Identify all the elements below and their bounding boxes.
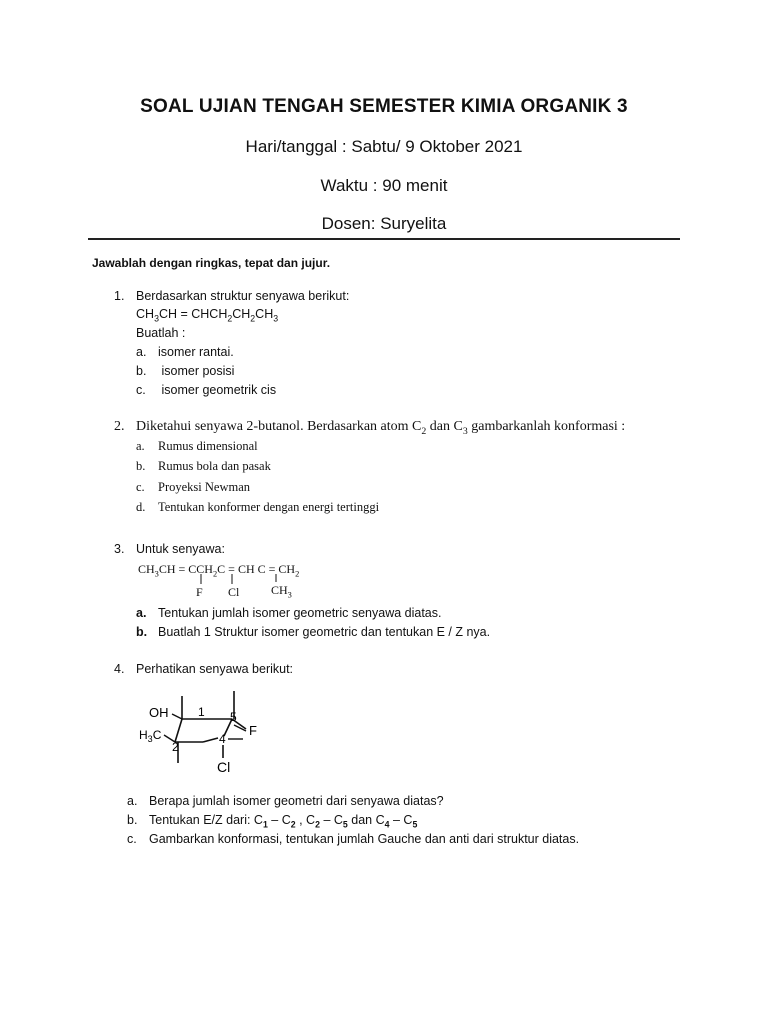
q4-option-b: b. Tentukan E/Z dari: $C_1 - C_2$ , $C_2 - C_5$ dan $C_4 - C_5$ bbox=[127, 813, 418, 830]
q4-label-c1: 1 bbox=[198, 705, 205, 719]
q4-label-fluorine: F bbox=[249, 723, 257, 738]
q2-text: Diketahui senyawa 2-butanol. Berdasarkan atom $C_2$ dan $C_3$ gambarkanlah konformasi : bbox=[136, 419, 626, 437]
q1-option-b: b. isomer posisi bbox=[136, 364, 235, 378]
q4-label-c5: 5 bbox=[230, 710, 237, 724]
exam-date: Hari/tanggal : Sabtu/ 9 Oktober 2021 bbox=[245, 137, 523, 156]
q1-option-a: a. isomer rantai. bbox=[136, 345, 234, 359]
q3-sub-methyl: $CH_3$ bbox=[271, 583, 292, 600]
q1-option-c: c. isomer geometrik cis bbox=[136, 383, 277, 397]
q4-label-h3c: $H_3C$ bbox=[139, 728, 162, 744]
exam-lecturer: Dosen: Suryelita bbox=[321, 214, 447, 233]
exam-duration: Waktu : 90 menit bbox=[320, 176, 448, 195]
q2-option-a: a. Rumus dimensional bbox=[136, 439, 258, 453]
q4-label-c4: 4 bbox=[219, 732, 226, 746]
q4-option-c: c. Gambarkan konformasi, tentukan jumlah Gauche dan anti dari struktur diatas. bbox=[127, 832, 580, 846]
q1-formula: $CH_3CH$ = $CHCH_2CH_2CH_3$ bbox=[136, 307, 279, 324]
q1-subtext: Buatlah : bbox=[136, 326, 186, 340]
q4-number: 4. bbox=[114, 662, 125, 676]
q4-label-c2: 2 bbox=[172, 740, 179, 754]
q3-number: 3. bbox=[114, 542, 125, 556]
q2-option-d: d. Tentukan konformer dengan energi tertinggi bbox=[136, 500, 380, 514]
q1-number: 1. bbox=[114, 289, 125, 303]
instruction-text: Jawablah dengan ringkas, tepat dan jujur. bbox=[92, 256, 331, 270]
q3-sub-fluorine: F bbox=[196, 585, 203, 599]
q3-formula: $CH_3CH = CCH_2C$ = CH $C = CH_2$ bbox=[138, 562, 300, 579]
exam-title: SOAL UJIAN TENGAH SEMESTER KIMIA ORGANIK 3 bbox=[140, 96, 628, 117]
q3-option-b: b. Buatlah 1 Struktur isomer geometric dan tentukan E / Z nya. bbox=[136, 625, 491, 639]
q1-text: Berdasarkan struktur senyawa berikut: bbox=[136, 289, 350, 303]
q2-option-b: b. Rumus bola dan pasak bbox=[136, 459, 271, 473]
q4-label-oh: OH bbox=[149, 705, 169, 720]
q2-option-c: c. Proyeksi Newman bbox=[136, 480, 250, 494]
q4-label-chlorine: Cl bbox=[217, 759, 231, 775]
q2-number: 2. bbox=[114, 419, 125, 434]
q4-text: Perhatikan senyawa berikut: bbox=[136, 662, 294, 676]
q3-text: Untuk senyawa: bbox=[136, 542, 225, 556]
q3-sub-chlorine: Cl bbox=[228, 585, 240, 599]
q3-option-a: a. Tentukan jumlah isomer geometric senyawa diatas. bbox=[136, 606, 442, 620]
q4-option-a: a. Berapa jumlah isomer geometri dari senyawa diatas? bbox=[127, 794, 444, 808]
